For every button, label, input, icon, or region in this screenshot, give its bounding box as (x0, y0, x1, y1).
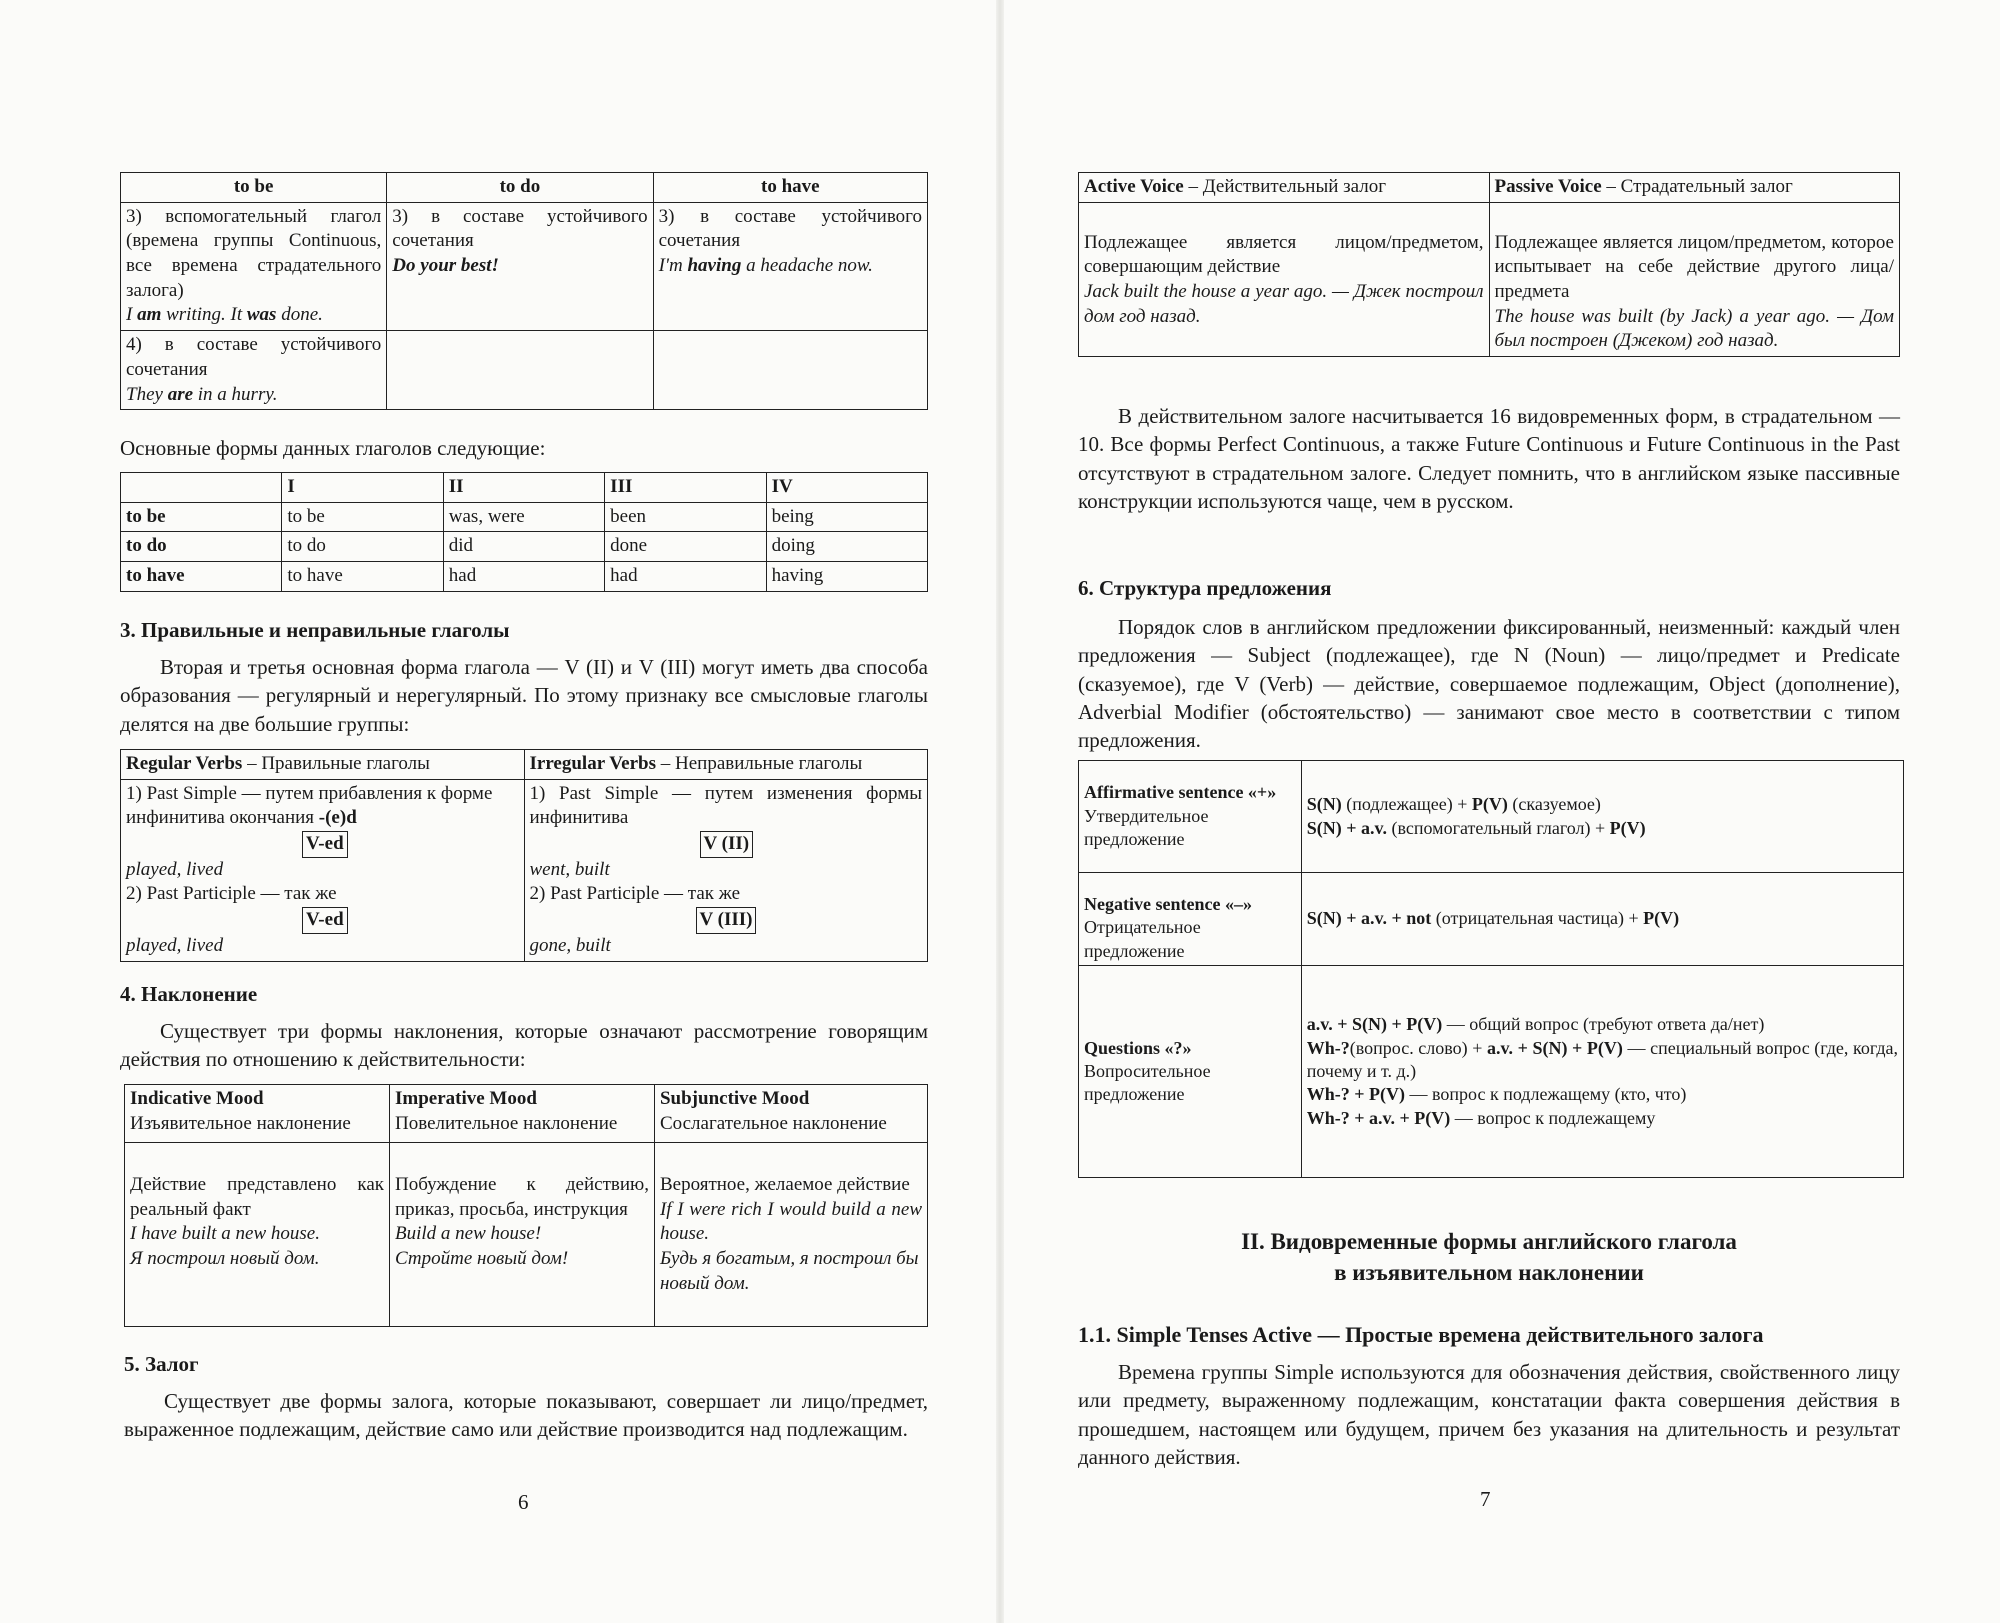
indicative-ru: Изъявительное наклонение (130, 1112, 351, 1134)
passive-desc: Подлежащее является лицом/предметом, которое испытывает на себе действие другого лица/предмета (1494, 231, 1894, 303)
irregular-box-2: V (III) (696, 907, 757, 934)
irregular-header (524, 750, 928, 780)
aff-f2b: (вспомогательный глагол) + (1387, 817, 1610, 838)
aff-f1b: (подлежащее) + (1341, 794, 1472, 815)
q4b: — вопрос к подлежащему (1450, 1107, 1656, 1128)
voice-paragraph: В действительном залоге насчитывается 16 видовременных форм, в страдательном — 10. Все формы Perfect Continuous, а также Future Continuous и Future Continuous in the Past отсутствуют в страдательном залоге. Следует помнить, что в английском языке пассивные конструкции используются чаще, чем в русском. (1078, 404, 1900, 514)
irregular-rule-2: 2) Past Participle — так же (529, 883, 741, 905)
have-row1-text: 3) в составе устойчивого сочетания (658, 205, 922, 252)
section5-text: Существует две формы залога, которые показывают, совершает ли лицо/предмет, выраженное подлежащим, действие само или действие производится над подлежащим. (124, 1389, 928, 1442)
indicative-ex-en: I have built a new house. (130, 1223, 320, 1245)
voice-paragraph-wrap (1078, 402, 1900, 515)
forms-header-I: I (282, 473, 443, 503)
do-row1-text: 3) в составе устойчивого сочетания (392, 205, 648, 252)
affirmative-label (1079, 761, 1302, 873)
be-ex-b: am (137, 304, 162, 326)
indicative-ex-ru: Я построил новый дом. (130, 1248, 320, 1270)
sentence-structure-table (1078, 760, 1904, 1178)
q2d: — специальный вопрос (где, когда, почему и т. д.) (1306, 1037, 1898, 1081)
be2-ex-c: in a hurry. (197, 383, 278, 405)
forms-cell: had (443, 562, 604, 592)
forms-header-IV: IV (766, 473, 927, 503)
passive-header (1489, 173, 1900, 203)
irregular-example-1: went, built (529, 858, 610, 880)
be-row2-text: 4) в составе устойчивого сочетания (126, 334, 382, 380)
verbs-usage-table (120, 172, 928, 410)
questions-ru: Вопросительное предложение (1084, 1060, 1211, 1105)
active-body (1079, 202, 1490, 356)
forms-cell: to be (282, 502, 443, 532)
right-page (1000, 0, 2000, 1623)
forms-header-III: III (605, 473, 766, 503)
have-ex-c: a headache now. (746, 255, 873, 277)
forms-table-wrap (120, 472, 928, 592)
aff-f1a: S(N) (1306, 794, 1342, 815)
q2a: Wh-? (1306, 1037, 1350, 1058)
be-ex-a: I (126, 304, 133, 326)
regular-rule-2: 2) Past Participle — так же (126, 883, 337, 905)
irregular-rule-1: 1) Past Simple — путем изменения формы инфинитива (529, 782, 922, 829)
q2c: a.v. + S(N) + P(V) (1487, 1037, 1623, 1058)
imperative-desc: Побуждение к действию, приказ, просьба, инструкция (394, 1174, 649, 1220)
neg-fb: (отрицательная частица) + (1431, 908, 1644, 929)
verbs-usage-table-wrap (120, 172, 928, 410)
sentence-table-wrap (1078, 760, 1904, 1178)
be2-ex-a: They (126, 383, 163, 405)
section5-title: 5. Залог (124, 1352, 199, 1376)
q4a: Wh-? + a.v. + P(V) (1306, 1107, 1451, 1128)
forms-cell: was, were (443, 502, 604, 532)
chapter-title-line2: в изъявительном наклонении (1334, 1260, 1644, 1286)
neg-fc: P(V) (1643, 908, 1680, 929)
subjunctive-head (654, 1085, 927, 1143)
active-header (1079, 173, 1490, 203)
regular-irregular-table (120, 749, 928, 962)
section6 (1078, 576, 1900, 755)
subjunctive-ru: Сослагательное наклонение (659, 1112, 887, 1134)
subjunctive-ex-en: If I were rich I would build a new house. (659, 1198, 922, 1245)
be-row2-example (126, 383, 381, 408)
aff-f2c: P(V) (1609, 817, 1646, 838)
header-to-be: to be (121, 173, 387, 203)
affirmative-formula (1301, 761, 1903, 873)
active-header-ru: – Действительный залог (1183, 176, 1387, 197)
q1b: — общий вопрос (требуют ответа да/нет) (1442, 1014, 1765, 1035)
regular-box-1: V-ed (302, 831, 348, 858)
passive-header-en: Passive Voice (1494, 176, 1602, 197)
negative-formula (1301, 873, 1903, 966)
active-desc: Подлежащее является лицом/предметом, совершающим действие (1084, 231, 1484, 278)
subjunctive-desc: Вероятное, желаемое действие (659, 1174, 910, 1195)
chapter-title (1078, 1226, 1900, 1288)
be-ex-c: writing. It (166, 304, 243, 326)
cell-do-row2-empty (387, 331, 653, 410)
irregular-example-2: gone, built (529, 934, 611, 956)
cell-be-row2 (121, 331, 387, 410)
cell-have-row2-empty (653, 331, 927, 410)
negative-ru: Отрицательное предложение (1084, 917, 1201, 961)
neg-fa: S(N) + a.v. + not (1306, 908, 1432, 929)
aff-f2a: S(N) + a.v. (1306, 817, 1388, 838)
forms-cell: to have (121, 562, 282, 592)
forms-cell: being (766, 502, 927, 532)
be2-ex-b: are (167, 383, 194, 405)
section3-text: Вторая и третья основная форма глагола — V (II) и V (III) могут иметь два способа образования — регулярный и нерегулярный. По этому признаку все смысловые глаголы делятся на две большие группы: (120, 655, 928, 736)
active-example: Jack built the house a year ago. — Джек построил дом год назад. (1084, 281, 1484, 327)
negative-label (1079, 873, 1302, 966)
forms-header-0 (121, 473, 282, 503)
subjunctive-en: Subjunctive Mood (659, 1088, 810, 1109)
questions-label (1079, 966, 1302, 1178)
regular-header-en: Regular Verbs (126, 753, 243, 774)
active-header-en: Active Voice (1084, 176, 1184, 197)
affirmative-formula-1 (1307, 793, 1898, 816)
q3a: Wh-? + P(V) (1306, 1084, 1405, 1105)
cell-have-row1 (653, 202, 927, 330)
imperative-ru: Повелительное наклонение (394, 1112, 618, 1134)
aff-f1d: (сказуемое) (1507, 794, 1601, 815)
imperative-ex-ru: Стройте новый дом! (394, 1248, 569, 1270)
section4 (120, 982, 928, 1074)
regular-header (121, 750, 525, 780)
table-row (121, 562, 928, 592)
verb-forms-table (120, 472, 928, 592)
passive-header-ru: – Страдательный залог (1601, 176, 1793, 197)
section3 (120, 618, 928, 738)
question-general (1307, 1013, 1898, 1036)
forms-cell: to be (121, 502, 282, 532)
question-special (1307, 1037, 1898, 1084)
header-to-do: to do (387, 173, 653, 203)
passive-example: The house was built (by Jack) a year ago. — Дом был построен (Джеком) год назад. (1494, 305, 1894, 352)
page-number-right: 7 (1480, 1487, 1491, 1511)
table-row (121, 502, 928, 532)
voice-table-wrap (1078, 172, 1900, 357)
cell-be-row1 (121, 202, 387, 330)
imperative-ex-en: Build a new house! (394, 1223, 542, 1245)
regular-ending: -(e)d (318, 807, 357, 829)
forms-cell: to have (282, 562, 443, 592)
section5 (124, 1352, 928, 1444)
page-number-left: 6 (518, 1490, 529, 1514)
table-row (121, 532, 928, 562)
forms-cell: having (766, 562, 927, 592)
forms-cell: did (443, 532, 604, 562)
regular-rule-1-text: 1) Past Simple — путем прибавления к форме инфинитива окончания (126, 782, 493, 829)
have-ex-b: having (687, 255, 742, 277)
section6-text: Порядок слов в английском предложении фиксированный, неизменный: каждый член предложения — Subject (подлежащее), где N (Noun) — лицо/предмет и Predicate (сказуемое), где V (Verb) — действие, совершаемое подлежащим, Object (дополнение), Adverbial Modifier (обстоятельство) — занимают свое место в соответствии с типом предложения. (1078, 615, 1900, 753)
subjunctive-ex-ru: Будь я богатым, я построил бы новый дом. (659, 1248, 919, 1294)
do-row1-example: Do your best! (392, 255, 499, 277)
forms-cell: done (605, 532, 766, 562)
be-row1-example (126, 303, 381, 328)
affirmative-formula-2 (1307, 817, 1898, 840)
aff-f1c: P(V) (1471, 794, 1508, 815)
section4-title: 4. Наклонение (120, 982, 258, 1006)
imperative-head (389, 1085, 654, 1143)
indicative-en: Indicative Mood (130, 1088, 264, 1109)
forms-cell: been (605, 502, 766, 532)
forms-header-II: II (443, 473, 604, 503)
forms-cell: doing (766, 532, 927, 562)
section4-text: Существует три формы наклонения, которые означают рассмотрение говорящим действия по отношению к действительности: (120, 1019, 928, 1072)
imperative-en: Imperative Mood (394, 1088, 537, 1109)
questions-formulas (1301, 966, 1903, 1178)
q1a: a.v. + S(N) + P(V) (1306, 1014, 1443, 1035)
question-subject-1 (1307, 1083, 1898, 1106)
affirmative-ru: Утвердительное предложение (1084, 805, 1209, 850)
header-to-have: to have (653, 173, 927, 203)
mood-table (124, 1084, 928, 1327)
chapter-title-line1: II. Видовременные формы английского глагола (1241, 1229, 1737, 1254)
regular-rule-1 (126, 782, 519, 831)
be-row1-text: 3) вспомогательный глагол (времена группы Continuous, все времена страдательного залога) (126, 205, 382, 301)
forms-cell: to do (282, 532, 443, 562)
irregular-header-en: Irregular Verbs (529, 753, 656, 774)
affirmative-en: Affirmative sentence «+» (1084, 782, 1277, 803)
passive-body (1489, 202, 1900, 356)
forms-intro: Основные формы данных глаголов следующие: (120, 436, 546, 460)
regular-cell (121, 779, 525, 961)
irregular-box-1: V (II) (700, 831, 754, 858)
q3b: — вопрос к подлежащему (кто, что) (1405, 1084, 1687, 1105)
be-ex-e: done. (281, 304, 323, 326)
section6-title: 6. Структура предложения (1078, 576, 1332, 600)
voice-table (1078, 172, 1900, 357)
subsection (1078, 1322, 1900, 1471)
negative-en: Negative sentence «–» (1084, 894, 1252, 914)
cell-do-row1 (387, 202, 653, 330)
section3-title: 3. Правильные и неправильные глаголы (120, 618, 510, 642)
question-subject-2 (1307, 1107, 1898, 1130)
subsection-title: 1.1. Simple Tenses Active — Простые времена действительного залога (1078, 1322, 1764, 1347)
mood-table-wrap (124, 1084, 928, 1327)
forms-intro-wrap (120, 434, 928, 462)
imperative-body (389, 1143, 654, 1327)
forms-cell: had (605, 562, 766, 592)
questions-en: Questions «?» (1084, 1037, 1192, 1058)
regular-example-2: played, lived (126, 934, 224, 956)
have-row1-example (659, 254, 922, 279)
subsection-text: Времена группы Simple используются для обозначения действия, свойственного лицу или предмету, выраженному подлежащим, констатации факта совершения действия в прошедшем, настоящем или будущем, причем без указания на длительность и результат данного действия. (1078, 1360, 1900, 1470)
forms-cell: to do (121, 532, 282, 562)
indicative-desc: Действие представлено как реальный факт (130, 1174, 384, 1220)
indicative-head (125, 1085, 390, 1143)
have-ex-a: I'm (658, 255, 683, 277)
regular-irregular-wrap (120, 749, 928, 962)
be-ex-d: was (246, 304, 277, 326)
irregular-header-ru: – Неправильные глаголы (656, 753, 863, 774)
q2b: (вопрос. слово) + (1349, 1037, 1487, 1058)
regular-header-ru: – Правильные глаголы (242, 753, 430, 774)
indicative-body (125, 1143, 390, 1327)
regular-example-1: played, lived (126, 858, 224, 880)
subjunctive-body (654, 1143, 927, 1327)
irregular-cell (524, 779, 928, 961)
regular-box-2: V-ed (302, 907, 348, 934)
